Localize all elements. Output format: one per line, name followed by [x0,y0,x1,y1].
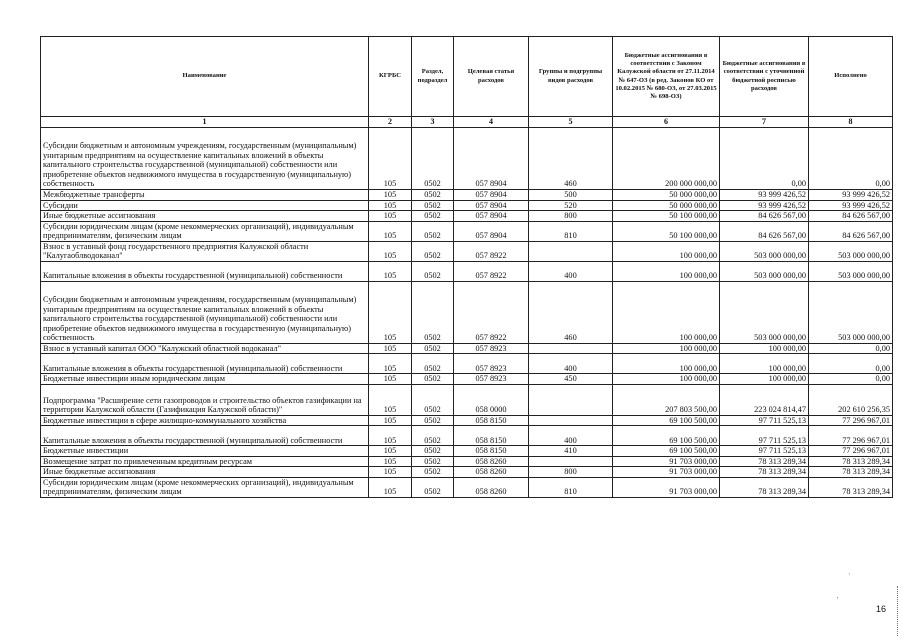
table-row [41,426,893,446]
row-section: 0502 [412,467,454,478]
row-section: 0502 [412,354,454,374]
row-group: 520 [529,200,613,211]
row-name: Субсидии [41,200,369,211]
row-name: Межбюджетные трансферты [41,190,369,201]
row-target: 058 8150 [454,446,529,457]
row-law-amount: 100 000,00 [613,374,720,385]
row-refined-amount: 503 000 000,00 [720,241,809,261]
scan-mark: ˌ [848,566,851,575]
row-executed-amount: 93 999 426,52 [809,190,893,201]
row-refined-amount: 84 626 567,00 [720,221,809,241]
row-target: 057 8904 [454,128,529,190]
row-refined-amount: 78 313 289,34 [720,456,809,467]
table-row [41,221,893,241]
header-groups: Группы и подгруппы видов расходов [529,37,613,117]
row-section: 0502 [412,261,454,281]
row-target: 057 8922 [454,281,529,343]
row-executed-amount: 0,00 [809,343,893,354]
row-law-amount: 50 000 000,00 [613,200,720,211]
header-row [41,37,893,117]
row-executed-amount: 0,00 [809,374,893,385]
row-refined-amount: 503 000 000,00 [720,261,809,281]
row-kgrbs: 105 [369,200,412,211]
row-refined-amount: 97 711 525,13 [720,415,809,426]
row-target: 057 8922 [454,241,529,261]
table-row [41,446,893,457]
table-row [41,467,893,478]
col-number: 1 [41,117,369,128]
row-kgrbs: 105 [369,354,412,374]
table-row [41,241,893,261]
page-edge [897,586,898,636]
header-refined: Бюджетные ассигнования в соответствии с уточненной бюджетной росписью расходов [720,37,809,117]
col-number: 6 [613,117,720,128]
page-number: 16 [876,604,887,614]
row-law-amount: 100 000,00 [613,354,720,374]
row-section: 0502 [412,200,454,211]
row-kgrbs: 105 [369,281,412,343]
row-name: Субсидии юридическим лицам (кроме некоммерческих организаций), индивидуальным предпринимателям, физическим лицам [41,477,369,497]
row-kgrbs: 105 [369,415,412,426]
row-group: 800 [529,211,613,222]
row-target: 058 8260 [454,477,529,497]
row-section: 0502 [412,446,454,457]
row-law-amount: 69 100 500,00 [613,415,720,426]
row-law-amount: 91 703 000,00 [613,467,720,478]
table-row [41,200,893,211]
col-number: 8 [809,117,893,128]
row-target: 058 8260 [454,456,529,467]
column-number-row [41,117,893,128]
row-executed-amount: 503 000 000,00 [809,281,893,343]
row-law-amount: 91 703 000,00 [613,477,720,497]
row-target: 057 8904 [454,211,529,222]
row-group: 460 [529,128,613,190]
row-kgrbs: 105 [369,467,412,478]
row-group [529,343,613,354]
row-executed-amount: 78 313 289,34 [809,456,893,467]
row-target: 058 8150 [454,415,529,426]
table-row [41,415,893,426]
row-law-amount: 207 803 500,00 [613,384,720,415]
row-executed-amount: 77 296 967,01 [809,446,893,457]
row-law-amount: 50 000 000,00 [613,190,720,201]
header-law: Бюджетные ассигнования в соответствии с Законом Калужской области от 27.11.2014 № 647-ОЗ (в ред. Законов КО от 10.02.2015 № 680-ОЗ, от 27.03.2015 № 698-ОЗ) [613,37,720,117]
row-refined-amount: 93 999 426,52 [720,200,809,211]
row-group [529,456,613,467]
row-target: 058 8150 [454,426,529,446]
row-kgrbs: 105 [369,128,412,190]
row-target: 057 8904 [454,221,529,241]
row-refined-amount: 503 000 000,00 [720,281,809,343]
table-row [41,343,893,354]
col-number: 5 [529,117,613,128]
row-kgrbs: 105 [369,221,412,241]
row-section: 0502 [412,426,454,446]
row-executed-amount: 0,00 [809,128,893,190]
row-law-amount: 200 000 000,00 [613,128,720,190]
row-law-amount: 69 100 500,00 [613,446,720,457]
row-refined-amount: 84 626 567,00 [720,211,809,222]
row-name: Капитальные вложения в объекты государственной (муниципальной) собственности [41,426,369,446]
row-law-amount: 100 000,00 [613,343,720,354]
row-executed-amount: 0,00 [809,354,893,374]
row-executed-amount: 503 000 000,00 [809,241,893,261]
row-name: Субсидии бюджетным и автономным учреждениям, государственным (муниципальным) унитарным предприятиям на осуществление капитальных вложений в объекты капитального строительства государственной (муниципальной) собственности или приобретение объектов недвижимого имущества в государственную (муниципальную) собственность [41,128,369,190]
row-name: Бюджетные инвестиции иным юридическим лицам [41,374,369,385]
row-section: 0502 [412,415,454,426]
table-body [41,128,893,498]
table-row [41,128,893,190]
table-row [41,190,893,201]
row-executed-amount: 93 999 426,52 [809,200,893,211]
row-section: 0502 [412,241,454,261]
row-section: 0502 [412,384,454,415]
scan-mark: ˏ [836,590,839,599]
row-group: 810 [529,477,613,497]
row-group: 500 [529,190,613,201]
row-refined-amount: 78 313 289,34 [720,477,809,497]
row-group [529,384,613,415]
row-group: 400 [529,261,613,281]
row-kgrbs: 105 [369,211,412,222]
row-kgrbs: 105 [369,374,412,385]
row-section: 0502 [412,281,454,343]
table-row [41,211,893,222]
row-group: 400 [529,426,613,446]
row-law-amount: 50 100 000,00 [613,211,720,222]
row-kgrbs: 105 [369,477,412,497]
row-group [529,415,613,426]
row-section: 0502 [412,456,454,467]
row-kgrbs: 105 [369,384,412,415]
row-section: 0502 [412,128,454,190]
row-refined-amount: 100 000,00 [720,354,809,374]
row-law-amount: 91 703 000,00 [613,456,720,467]
row-group: 800 [529,467,613,478]
row-refined-amount: 97 711 525,13 [720,446,809,457]
row-group: 460 [529,281,613,343]
row-name: Подпрограмма "Расширение сети газопроводов и строительство объектов газификации на территории Калужской области (Газификация Калужской области)" [41,384,369,415]
row-target: 057 8923 [454,374,529,385]
row-name: Капитальные вложения в объекты государственной (муниципальной) собственности [41,261,369,281]
table-row [41,354,893,374]
row-refined-amount: 0,00 [720,128,809,190]
row-executed-amount: 78 313 289,34 [809,467,893,478]
table-row [41,477,893,497]
row-executed-amount: 78 313 289,34 [809,477,893,497]
row-refined-amount: 93 999 426,52 [720,190,809,201]
row-kgrbs: 105 [369,241,412,261]
row-kgrbs: 105 [369,426,412,446]
col-number: 3 [412,117,454,128]
row-section: 0502 [412,221,454,241]
row-refined-amount: 100 000,00 [720,343,809,354]
row-section: 0502 [412,343,454,354]
row-target: 057 8904 [454,190,529,201]
table-row [41,281,893,343]
row-group: 450 [529,374,613,385]
row-group: 810 [529,221,613,241]
row-name: Взнос в уставный фонд государственного предприятия Калужской области "Калугаоблводоканал" [41,241,369,261]
col-number: 4 [454,117,529,128]
table-row [41,384,893,415]
row-law-amount: 100 000,00 [613,261,720,281]
row-name: Иные бюджетные ассигнования [41,211,369,222]
budget-table [40,36,893,498]
row-refined-amount: 97 711 525,13 [720,426,809,446]
row-name: Капитальные вложения в объекты государственной (муниципальной) собственности [41,354,369,374]
row-kgrbs: 105 [369,261,412,281]
row-executed-amount: 77 296 967,01 [809,415,893,426]
row-section: 0502 [412,477,454,497]
table-row [41,374,893,385]
row-kgrbs: 105 [369,456,412,467]
row-executed-amount: 202 610 256,35 [809,384,893,415]
row-law-amount: 100 000,00 [613,241,720,261]
row-executed-amount: 84 626 567,00 [809,211,893,222]
table-row [41,261,893,281]
header-kgrbs: КГРБС [369,37,412,117]
row-target: 057 8923 [454,343,529,354]
row-law-amount: 69 100 500,00 [613,426,720,446]
row-group: 400 [529,354,613,374]
row-kgrbs: 105 [369,343,412,354]
row-group: 410 [529,446,613,457]
row-law-amount: 100 000,00 [613,281,720,343]
row-name: Взнос в уставный капитал ООО "Калужский областной водоканал" [41,343,369,354]
row-name: Бюджетные инвестиции в сфере жилищно-коммунального хозяйства [41,415,369,426]
row-target: 057 8904 [454,200,529,211]
row-refined-amount: 223 024 814,47 [720,384,809,415]
row-executed-amount: 84 626 567,00 [809,221,893,241]
row-executed-amount: 77 296 967,01 [809,426,893,446]
row-name: Бюджетные инвестиции [41,446,369,457]
header-section: Раздел, подраздел [412,37,454,117]
row-name: Субсидии юридическим лицам (кроме некоммерческих организаций), индивидуальным предпринимателям, физическим лицам [41,221,369,241]
row-section: 0502 [412,190,454,201]
row-kgrbs: 105 [369,446,412,457]
row-executed-amount: 503 000 000,00 [809,261,893,281]
row-section: 0502 [412,374,454,385]
row-target: 058 0000 [454,384,529,415]
row-kgrbs: 105 [369,190,412,201]
row-name: Возмещение затрат по привлеченным кредитным ресурсам [41,456,369,467]
header-name: Наименование [41,37,369,117]
row-refined-amount: 100 000,00 [720,374,809,385]
row-refined-amount: 78 313 289,34 [720,467,809,478]
row-section: 0502 [412,211,454,222]
col-number: 7 [720,117,809,128]
table-row [41,456,893,467]
header-target: Целевая статья расходов [454,37,529,117]
row-law-amount: 50 100 000,00 [613,221,720,241]
col-number: 2 [369,117,412,128]
header-executed: Исполнено [809,37,893,117]
row-target: 057 8923 [454,354,529,374]
row-name: Иные бюджетные ассигнования [41,467,369,478]
row-name: Субсидии бюджетным и автономным учреждениям, государственным (муниципальным) унитарным предприятиям на осуществление капитальных вложений в объекты капитального строительства государственной (муниципальной) собственности или приобретение объектов недвижимого имущества в государственную (муниципальную) собственность [41,281,369,343]
row-target: 057 8922 [454,261,529,281]
row-target: 058 8260 [454,467,529,478]
row-group [529,241,613,261]
